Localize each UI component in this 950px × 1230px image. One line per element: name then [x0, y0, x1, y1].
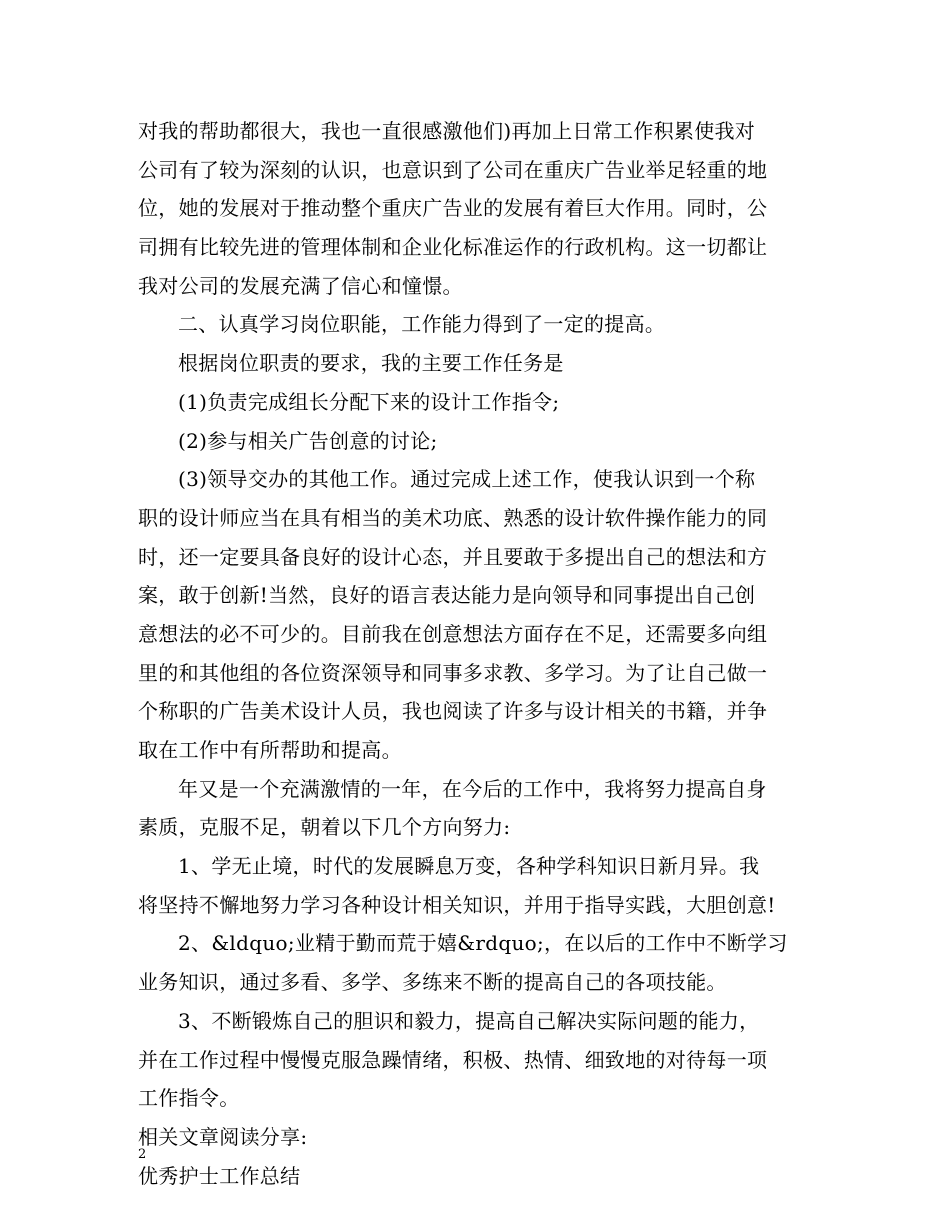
text-line: (3)领导交办的其他工作。通过完成上述工作，使我认识到一个称 [178, 467, 756, 492]
text-line: 我对公司的发展充满了信心和憧憬。 [138, 273, 463, 298]
text-line: 并在工作过程中慢慢克服急躁情绪，积极、热情、细致地的对待每一项 [138, 1047, 768, 1072]
document-body [138, 112, 828, 1195]
page-number: 2 [138, 1147, 147, 1162]
text-line: 个称职的广告美术设计人员，我也阅读了许多与设计相关的书籍，并争 [138, 699, 768, 724]
text-line: 相关文章阅读分享: [138, 1124, 308, 1149]
text-line: 取在工作中有所帮助和提高。 [138, 738, 402, 762]
text-line: 年又是一个充满激情的一年，在今后的工作中，我将努力提高自身 [178, 776, 767, 801]
text-line: 案，敢于创新!当然，良好的语言表达能力是向领导和同事提出自己创 [138, 583, 756, 608]
text-line: (2)参与相关广告创意的讨论; [178, 428, 438, 453]
text-line: 优秀护士工作总结 [138, 1163, 301, 1188]
text-line: 二、认真学习岗位职能，工作能力得到了一定的提高。 [178, 312, 666, 337]
text-line: 对我的帮助都很大，我也一直很感激他们)再加上日常工作积累使我对 [138, 119, 756, 143]
text-line: 职的设计师应当在具有相当的美术功底、熟悉的设计软件操作能力的同 [138, 505, 768, 530]
text-line: 时，还一定要具备良好的设计心态，并且要敢于多提出自己的想法和方 [138, 544, 768, 569]
text-line: 公司有了较为深刻的认识，也意识到了公司在重庆广告业举足轻重的地 [138, 157, 768, 182]
text-line: 位，她的发展对于推动整个重庆广告业的发展有着巨大作用。同时，公 [138, 196, 768, 221]
text-line: 1、学无止境，时代的发展瞬息万变，各种学科知识日新月异。我 [178, 854, 760, 879]
text-line: 司拥有比较先进的管理体制和企业化标准运作的行政机构。这一切都让 [138, 235, 768, 260]
text-line: 根据岗位职责的要求，我的主要工作任务是 [178, 351, 564, 376]
text-line: 2、&ldquo;业精于勤而荒于嬉&rdquo;，在以后的工作中不断学习 [178, 931, 788, 956]
text-line: 工作指令。 [138, 1086, 240, 1111]
text-line: 业务知识，通过多看、多学、多练来不断的提高自己的各项技能。 [138, 970, 727, 995]
text-line: 将坚持不懈地努力学习各种设计相关知识，并用于指导实践，大胆创意! [138, 892, 776, 917]
text-line: 意想法的必不可少的。目前我在创意想法方面存在不足，还需要多向组 [138, 621, 768, 646]
text-line: 3、不断锻炼自己的胆识和毅力，提高自己解决实际问题的能力， [178, 1008, 760, 1033]
text-line: 里的和其他组的各位资深领导和同事多求教、多学习。为了让自己做一 [138, 660, 768, 685]
text-line: (1)负责完成组长分配下来的设计工作指令; [178, 389, 560, 414]
text-line: 素质，克服不足，朝着以下几个方向努力: [138, 815, 511, 840]
